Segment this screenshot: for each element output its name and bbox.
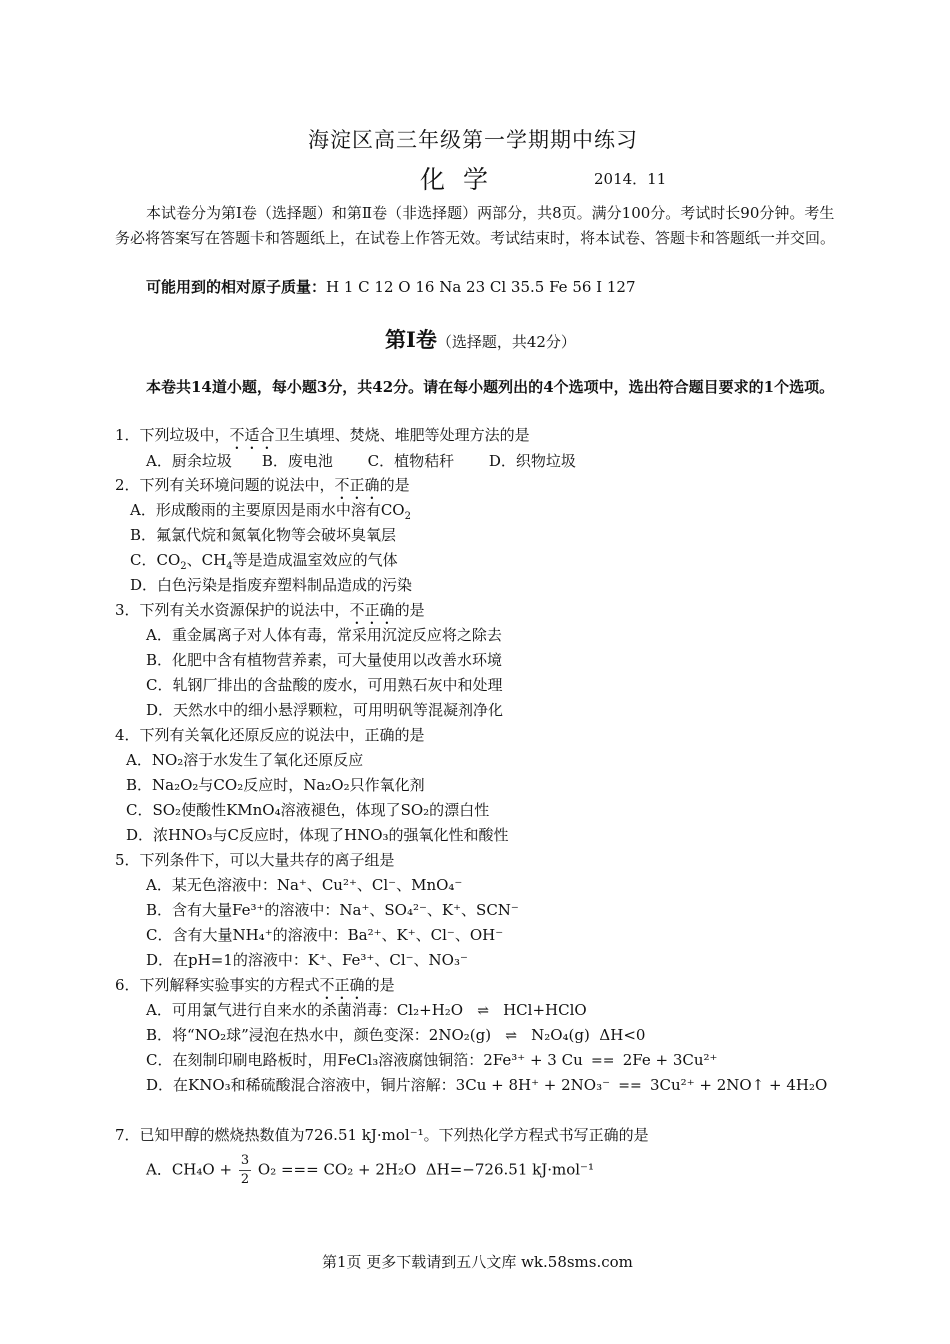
q7-a-enthalpy: ΔH=−726.51 kJ·mol⁻¹: [425, 1160, 594, 1179]
equilibrium-arrow-icon: ⇌: [477, 1003, 489, 1019]
q5-option-b: B．含有大量Fe³⁺的溶液中：Na⁺、SO₄²⁻、K⁺、SCN⁻: [146, 901, 519, 919]
exam-date: 2014．11: [594, 170, 667, 188]
section-heading: [385, 324, 576, 354]
q7-option-a: [146, 1152, 594, 1189]
q5-option-c: C．含有大量NH₄⁺的溶液中：Ba²⁺、K⁺、Cl⁻、OH⁻: [146, 926, 504, 944]
q2-option-d: D．白色污染是指废弃塑料制品造成的污染: [130, 576, 413, 594]
q3-stem-post: 的是: [394, 601, 425, 619]
q2-c-mid: 、CH: [186, 551, 227, 569]
atomic-mass-label: 可能用到的相对原子质量：: [146, 278, 327, 296]
section-instructions: 本卷共14道小题，每小题3分，共42分。请在每小题列出的4个选项中，选出符合题目要求的1个选项。: [146, 378, 835, 396]
q6-b-lhs: B．将“NO₂球”浸泡在热水中，颜色变深：2NO₂(g): [146, 1026, 492, 1044]
q3-option-c: C．轧钢厂排出的含盐酸的废水，可用熟石灰中和处理: [146, 676, 503, 694]
q3-stem-pre: 3．下列有关水资源保护的说法中，: [115, 601, 350, 619]
q2-option-a: A．形成酸雨的主要原因是雨水中溶有$CO_2$: [130, 501, 411, 522]
q6-b-rhs: N₂O₄(g): [531, 1026, 590, 1044]
page-title: 海淀区高三年级第一学期期中练习: [308, 128, 638, 152]
q1-stem-post: 卫生填埋、焚烧、堆肥等处理方法的是: [274, 426, 530, 444]
fraction-numerator: 3: [239, 1152, 251, 1171]
q6-b-enthalpy: ΔH<0: [599, 1026, 646, 1044]
q2-stem-post: 的是: [379, 476, 410, 494]
q7-a-pre: A．CH₄O +: [146, 1160, 233, 1179]
q6-option-c: [146, 1049, 717, 1070]
q6-emphasis: 不正确: [319, 976, 365, 994]
q6-d-lhs: D．在KNO₃和稀硫酸混合溶液中，铜片溶解：3Cu + 8H⁺ + 2NO₃⁻: [146, 1076, 610, 1094]
q2-c-pre: C．CO: [130, 551, 181, 569]
q4-option-a: A．NO₂溶于水发生了氧化还原反应: [126, 751, 364, 769]
q2-c-post: 等是造成温室效应的气体: [232, 551, 398, 569]
q4-option-b: B．Na₂O₂与CO₂反应时，Na₂O₂只作氧化剂: [126, 776, 425, 794]
atomic-mass-values: H 1 C 12 O 16 Na 23 Cl 35.5 Fe 56 I 127: [326, 278, 636, 296]
q7-a-post: O₂ === CO₂ + 2H₂O: [257, 1160, 417, 1179]
q6-c-rhs: 2Fe + 3Cu²⁺: [622, 1051, 718, 1069]
equals-sign: ==: [618, 1078, 642, 1094]
q6-stem-pre: 6．下列解释实验事实的方程式: [115, 976, 320, 994]
atomic-mass-line: [146, 276, 636, 297]
intro-paragraph: 本试卷分为第Ⅰ卷（选择题）和第Ⅱ卷（非选择题）两部分，共8页。满分100分。考试时长90分钟。考生务必将答案写在答题卡和答题纸上，在试卷上作答无效。考试结束时，将本试卷、答题卡和答题纸一并交回。: [115, 204, 836, 247]
q6-a-lhs: A．可用氯气进行自来水的杀菌消毒：Cl₂+H₂O: [146, 1001, 464, 1019]
question-7-stem: 7．已知甲醇的燃烧热数值为726.51 kJ·mol⁻¹。下列热化学方程式书写正确的是: [115, 1126, 649, 1144]
q1-stem-pre: 1．下列垃圾中，: [115, 426, 230, 444]
question-1-stem: [115, 424, 530, 453]
q6-d-rhs: 3Cu²⁺ + 2NO↑ + 4H₂O: [650, 1076, 828, 1094]
subject-title: 化学: [420, 165, 507, 194]
q3-option-a: A．重金属离子对人体有毒，常采用沉淀反应将之除去: [146, 626, 502, 644]
q2-stem-pre: 2．下列有关环境问题的说法中，: [115, 476, 335, 494]
page-footer: 第1页 更多下载请到五八文库 wk.58sms.com: [322, 1253, 633, 1271]
q1-emphasis: 不适合: [229, 426, 275, 444]
q2-option-c: C．$CO_2$、$CH_4$等是造成温室效应的气体: [130, 551, 398, 572]
q4-option-c: C．SO₂使酸性KMnO₄溶液褪色，体现了SO₂的漂白性: [126, 801, 490, 819]
question-1-options: A．厨余垃圾 B．废电池 C．植物秸秆 D．织物垃圾: [146, 452, 576, 470]
q3-option-b: B．化肥中含有植物营养素，可大量使用以改善水环境: [146, 651, 503, 669]
equals-sign: ==: [591, 1053, 615, 1069]
section-subtitle: （选择题，共42分）: [436, 333, 576, 351]
q2-emphasis: 不正确: [334, 476, 380, 494]
question-5-stem: 5．下列条件下，可以大量共存的离子组是: [115, 851, 395, 869]
q3-emphasis: 不正确: [349, 601, 395, 619]
q4-option-d: D．浓HNO₃与C反应时，体现了HNO₃的强氧化性和酸性: [126, 826, 509, 844]
question-4-stem: 4．下列有关氧化还原反应的说法中，正确的是: [115, 726, 425, 744]
q2-option-b: B．氟氯代烷和氮氧化物等会破坏臭氧层: [130, 526, 397, 544]
q5-option-a: A．某无色溶液中：Na⁺、Cu²⁺、Cl⁻、MnO₄⁻: [146, 876, 463, 894]
equilibrium-arrow-icon: ⇌: [505, 1028, 517, 1044]
q6-option-d: [146, 1074, 827, 1095]
q6-option-b: [146, 1024, 645, 1045]
q6-a-rhs: HCl+HClO: [503, 1001, 587, 1019]
fraction-three-halves: [239, 1152, 251, 1189]
fraction-denominator: 2: [240, 1172, 250, 1187]
q5-option-d: D．在pH=1的溶液中：K⁺、Fe³⁺、Cl⁻、NO₃⁻: [146, 951, 468, 969]
q2-option-a-text: A．形成酸雨的主要原因是雨水中溶有CO: [130, 501, 405, 519]
q6-stem-post: 的是: [364, 976, 395, 994]
q6-c-lhs: C．在刻制印刷电路板时，用FeCl₃溶液腐蚀铜箔：2Fe³⁺ + 3 Cu: [146, 1051, 583, 1069]
q3-option-d: D．天然水中的细小悬浮颗粒，可用明矾等混凝剂净化: [146, 701, 504, 719]
section-title: 第Ⅰ卷: [385, 327, 437, 352]
q6-option-a: [146, 999, 587, 1020]
